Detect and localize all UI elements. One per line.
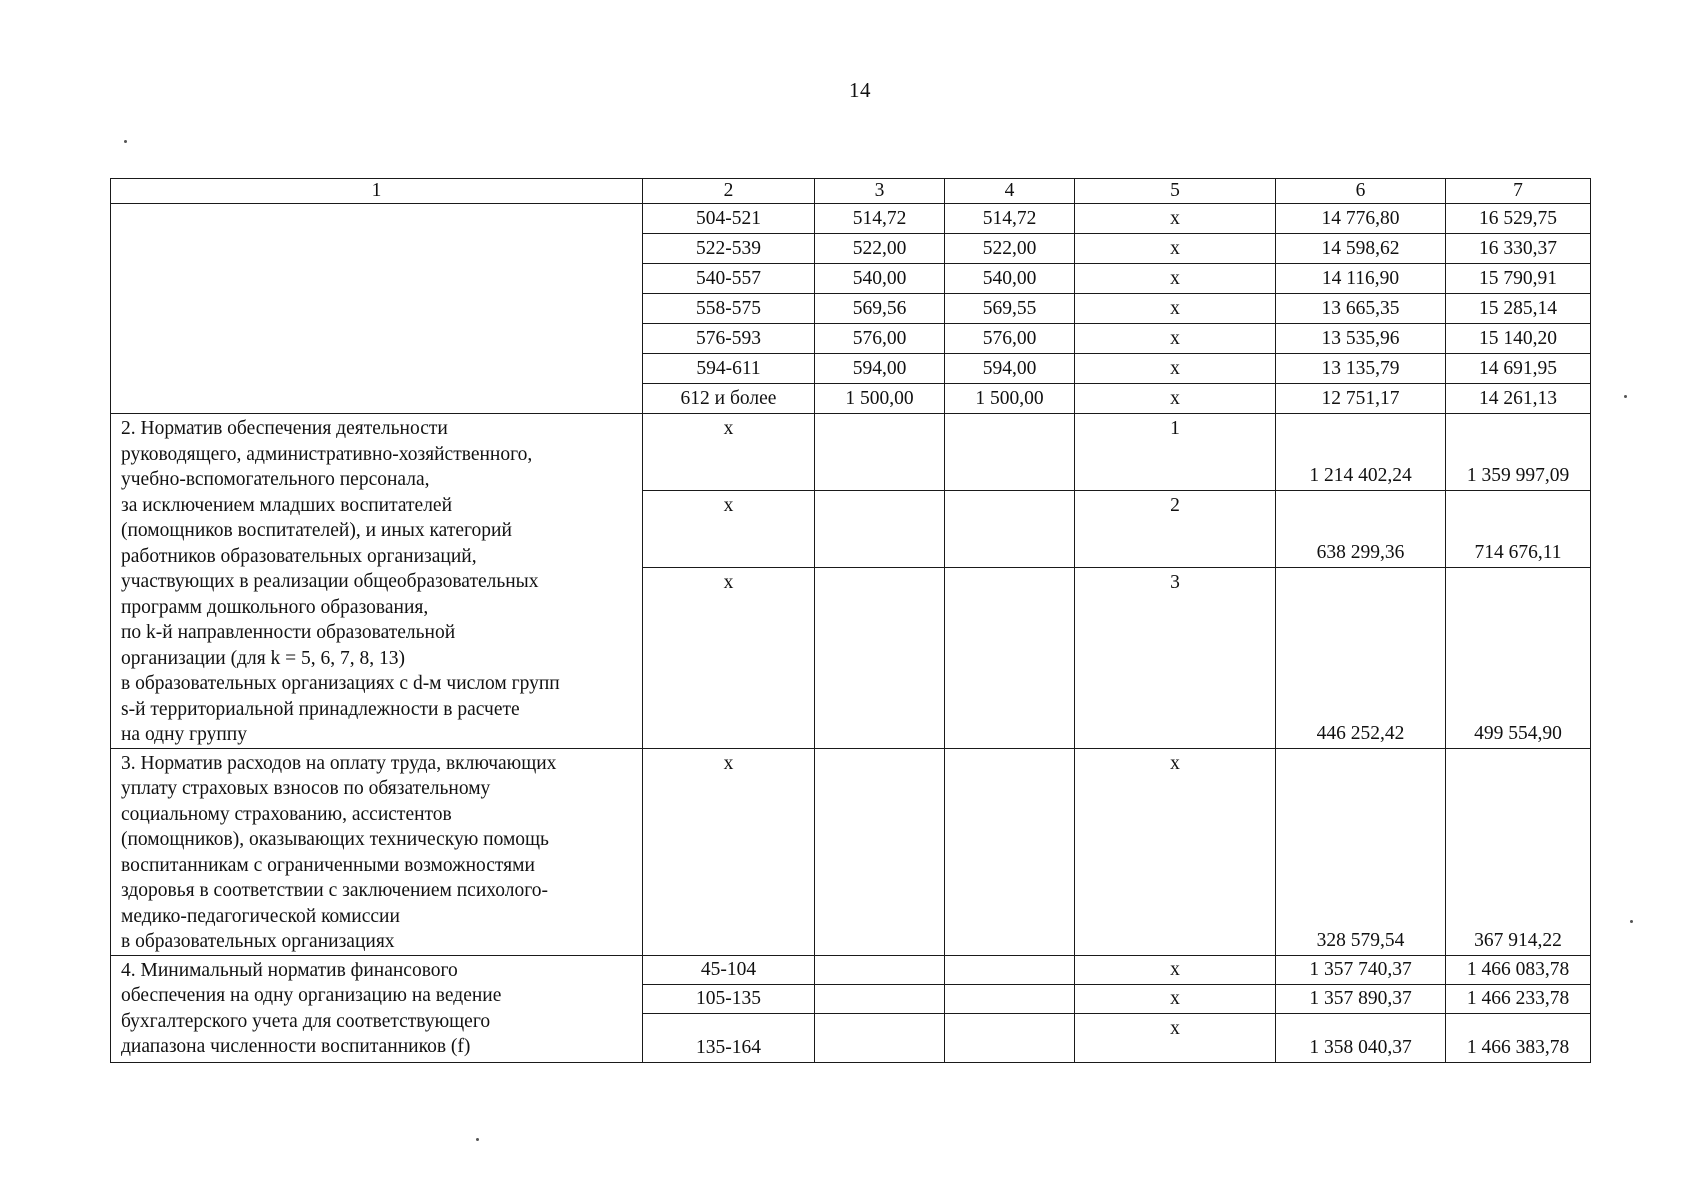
empty-cell [945, 1013, 1075, 1062]
value-col6-cell: 1 214 402,24 [1276, 414, 1446, 491]
header-col-4: 4 [945, 179, 1075, 204]
mark-cell: х [1075, 955, 1276, 984]
empty-cell [945, 567, 1075, 748]
value-col6-cell: 638 299,36 [1276, 490, 1446, 567]
section-4-description: 4. Минимальный норматив финансового обеспечения на одну организацию на ведение бухгалтерского учета для соответствующего диапазона численности воспитанников (f) [111, 955, 643, 1062]
value-col7-cell: 14 691,95 [1446, 354, 1591, 384]
table-header-row [111, 179, 1591, 204]
value-col3-cell: 569,56 [815, 294, 945, 324]
empty-cell [815, 567, 945, 748]
header-col-7: 7 [1446, 179, 1591, 204]
empty-cell [945, 984, 1075, 1013]
value-col6-cell: 446 252,42 [1276, 567, 1446, 748]
empty-cell [945, 748, 1075, 955]
section-2 [111, 414, 1591, 749]
header-col-3: 3 [815, 179, 945, 204]
mark-cell: х [643, 490, 815, 567]
mark-cell: х [1075, 264, 1276, 294]
header-col-5: 5 [1075, 179, 1276, 204]
range-cell: 105-135 [643, 984, 815, 1013]
empty-cell [815, 1013, 945, 1062]
range-cell: 558-575 [643, 294, 815, 324]
value-col3-cell: 594,00 [815, 354, 945, 384]
mark-cell: х [1075, 384, 1276, 414]
section-2-description: 2. Норматив обеспечения деятельности руководящего, административно-хозяйственного, учебно-вспомогательного персонала, за исключением младших воспитателей (помощников воспитателей), и иных категорий работников образовательных организаций, участвующих в реализации общеобразовательных программ дошкольного образования, по k-й направленности образовательной организации (для k = 5, 6, 7, 8, 13) в образовательных организациях с d-м числом групп s-й территориальной принадлежности в расчете на одну группу [111, 414, 643, 749]
range-cell: 594-611 [643, 354, 815, 384]
range-cell: 504-521 [643, 204, 815, 234]
scan-speck [1630, 920, 1633, 923]
header-col-6: 6 [1276, 179, 1446, 204]
group-index-cell: 1 [1075, 414, 1276, 491]
section-4 [111, 955, 1591, 1062]
value-col7-cell: 1 466 233,78 [1446, 984, 1591, 1013]
mark-cell: х [1075, 748, 1276, 955]
value-col4-cell: 540,00 [945, 264, 1075, 294]
value-col7-cell: 1 466 383,78 [1446, 1013, 1591, 1062]
range-cell: 540-557 [643, 264, 815, 294]
mark-cell: х [1075, 354, 1276, 384]
scan-speck [124, 140, 127, 143]
mark-cell: х [643, 748, 815, 955]
continued-description-cell [111, 204, 643, 414]
value-col7-cell: 15 790,91 [1446, 264, 1591, 294]
empty-cell [815, 748, 945, 955]
value-col7-cell: 15 285,14 [1446, 294, 1591, 324]
table-row [111, 748, 1591, 955]
mark-cell: х [1075, 984, 1276, 1013]
mark-cell: х [643, 567, 815, 748]
value-col6-cell: 13 665,35 [1276, 294, 1446, 324]
empty-cell [815, 490, 945, 567]
section-3-description: 3. Норматив расходов на оплату труда, включающих уплату страховых взносов по обязательному социальному страхованию, ассистентов (помощников), оказывающих техническую помощь воспитанникам с ограниченными возможностями здоровья в соответствии с заключением психолого- медико-педагогической комиссии в образовательных организациях [111, 748, 643, 955]
value-col6-cell: 13 535,96 [1276, 324, 1446, 354]
value-col7-cell: 16 529,75 [1446, 204, 1591, 234]
value-col7-cell: 714 676,11 [1446, 490, 1591, 567]
section-3 [111, 748, 1591, 955]
value-col6-cell: 1 358 040,37 [1276, 1013, 1446, 1062]
value-col4-cell: 594,00 [945, 354, 1075, 384]
value-col4-cell: 576,00 [945, 324, 1075, 354]
table-header [111, 179, 1591, 204]
mark-cell: х [1075, 204, 1276, 234]
value-col7-cell: 15 140,20 [1446, 324, 1591, 354]
value-col4-cell: 522,00 [945, 234, 1075, 264]
empty-cell [815, 414, 945, 491]
value-col3-cell: 576,00 [815, 324, 945, 354]
range-cell: 612 и более [643, 384, 815, 414]
value-col6-cell: 14 598,62 [1276, 234, 1446, 264]
value-col3-cell: 540,00 [815, 264, 945, 294]
range-cell: 45-104 [643, 955, 815, 984]
value-col6-cell: 14 116,90 [1276, 264, 1446, 294]
value-col4-cell: 514,72 [945, 204, 1075, 234]
value-col4-cell: 569,55 [945, 294, 1075, 324]
value-col3-cell: 522,00 [815, 234, 945, 264]
value-col6-cell: 12 751,17 [1276, 384, 1446, 414]
range-cell: 576-593 [643, 324, 815, 354]
continued-range-rows [111, 204, 1591, 414]
mark-cell: х [1075, 324, 1276, 354]
value-col7-cell: 1 359 997,09 [1446, 414, 1591, 491]
value-col7-cell: 14 261,13 [1446, 384, 1591, 414]
value-col6-cell: 1 357 890,37 [1276, 984, 1446, 1013]
header-col-1: 1 [111, 179, 643, 204]
range-cell: 135-164 [643, 1013, 815, 1062]
table-row [111, 414, 1591, 491]
value-col6-cell: 1 357 740,37 [1276, 955, 1446, 984]
value-col7-cell: 499 554,90 [1446, 567, 1591, 748]
empty-cell [945, 955, 1075, 984]
header-col-2: 2 [643, 179, 815, 204]
empty-cell [815, 984, 945, 1013]
empty-cell [945, 490, 1075, 567]
scan-speck [1624, 395, 1627, 398]
value-col6-cell: 13 135,79 [1276, 354, 1446, 384]
mark-cell: х [643, 414, 815, 491]
standards-table [110, 178, 1591, 1063]
empty-cell [945, 414, 1075, 491]
empty-cell [815, 955, 945, 984]
range-cell: 522-539 [643, 234, 815, 264]
value-col6-cell: 14 776,80 [1276, 204, 1446, 234]
mark-cell: х [1075, 234, 1276, 264]
value-col6-cell: 328 579,54 [1276, 748, 1446, 955]
table-row [111, 955, 1591, 984]
value-col7-cell: 16 330,37 [1446, 234, 1591, 264]
group-index-cell: 2 [1075, 490, 1276, 567]
scan-speck [476, 1138, 479, 1141]
value-col3-cell: 514,72 [815, 204, 945, 234]
page-number: 14 [849, 78, 871, 102]
value-col7-cell: 367 914,22 [1446, 748, 1591, 955]
value-col7-cell: 1 466 083,78 [1446, 955, 1591, 984]
table-row [111, 204, 1591, 234]
mark-cell: х [1075, 1013, 1276, 1062]
value-col3-cell: 1 500,00 [815, 384, 945, 414]
group-index-cell: 3 [1075, 567, 1276, 748]
value-col4-cell: 1 500,00 [945, 384, 1075, 414]
mark-cell: х [1075, 294, 1276, 324]
